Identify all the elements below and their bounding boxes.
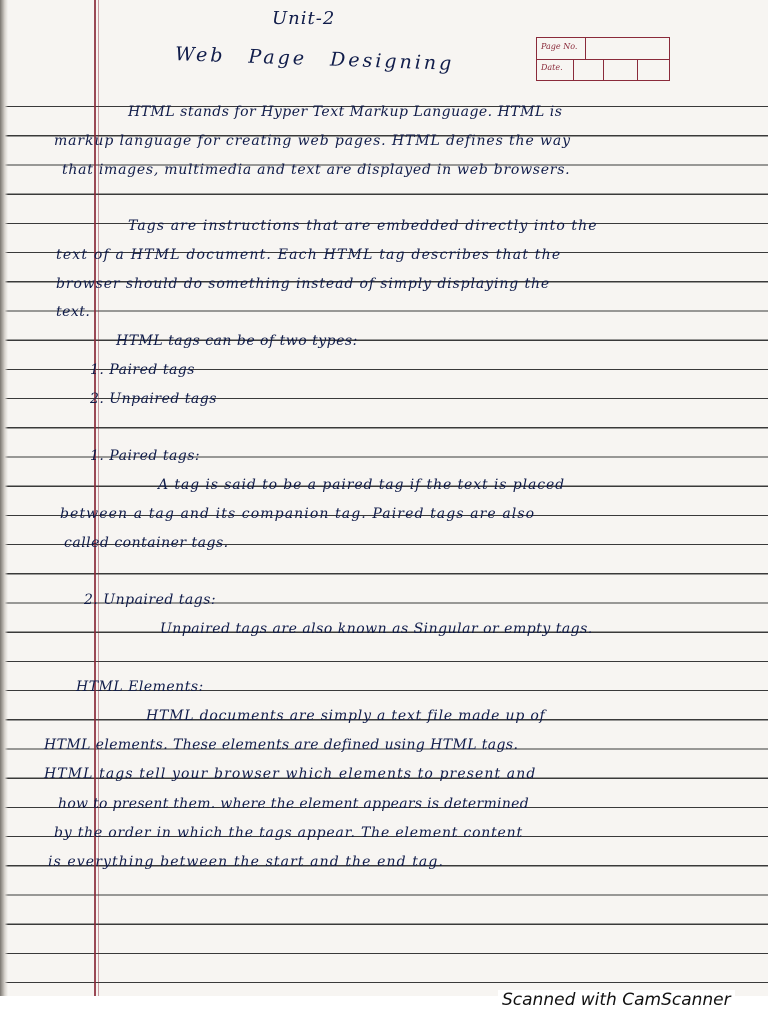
box-divider	[585, 38, 586, 59]
section-heading: 1. Paired tags:	[90, 448, 201, 464]
text-line: how to present them. where the element appears is determined	[58, 796, 529, 812]
text-line: between a tag and its companion tag. Paired tags are also	[60, 506, 536, 522]
unit-heading: Unit-2	[272, 8, 336, 29]
date-row	[537, 59, 669, 80]
text-line: that images, multimedia and text are displayed in web browsers.	[62, 162, 571, 178]
section-heading: 2. Unpaired tags:	[84, 592, 217, 608]
text-line: Tags are instructions that are embedded directly into the	[128, 218, 598, 234]
text-line: called container tags.	[64, 535, 229, 551]
text-line: HTML elements. These elements are defined using HTML tags.	[44, 737, 519, 753]
text-line: is everything between the start and the end tag.	[48, 854, 444, 870]
page-title: Web Page Designing	[174, 43, 455, 75]
page-number-row	[537, 38, 669, 60]
page-number-date-box	[536, 37, 670, 81]
section-heading: HTML Elements:	[76, 679, 204, 695]
list-item: 2. Unpaired tags	[90, 391, 217, 407]
camscanner-watermark: Scanned with CamScanner	[498, 990, 735, 1010]
text-line: by the order in which the tags appear. The element content	[54, 825, 523, 841]
text-line: text.	[56, 304, 91, 320]
box-divider	[603, 59, 604, 80]
text-line: HTML documents are simply a text file made up of	[146, 708, 546, 724]
text-line: browser should do something instead of simply displaying the	[56, 276, 551, 292]
page-edge-shadow	[0, 0, 8, 1000]
text-line: markup language for creating web pages. HTML defines the way	[54, 133, 571, 149]
page-number-label: Page No.	[541, 42, 578, 51]
text-line: HTML tags tell your browser which elements to present and	[44, 766, 537, 782]
text-line: HTML stands for Hyper Text Markup Language. HTML is	[128, 104, 563, 120]
box-divider	[573, 59, 574, 80]
text-line: Unpaired tags are also known as Singular or empty tags.	[160, 621, 593, 637]
text-line: A tag is said to be a paired tag if the text is placed	[158, 477, 565, 493]
list-item: 1. Paired tags	[90, 362, 195, 378]
text-line: text of a HTML document. Each HTML tag describes that the	[56, 247, 562, 263]
date-label: Date.	[541, 63, 563, 72]
text-line: HTML tags can be of two types:	[116, 333, 358, 349]
box-divider	[637, 59, 638, 80]
